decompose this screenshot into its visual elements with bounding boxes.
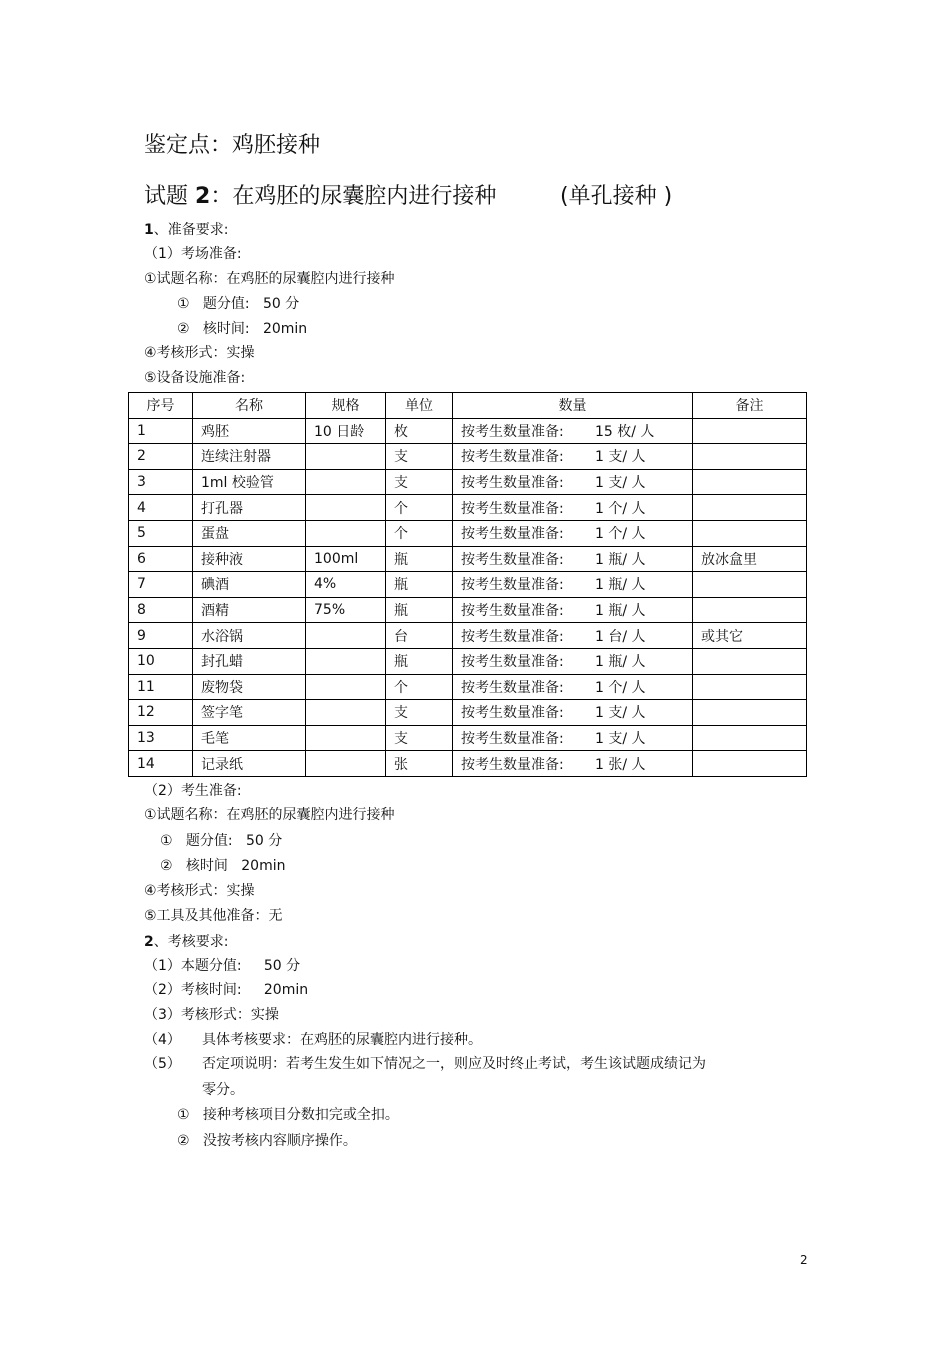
cell-name: 1ml 校验管 bbox=[193, 469, 306, 495]
section1-title-text: 、准备要求: bbox=[153, 222, 229, 238]
cell-spec bbox=[306, 700, 386, 726]
header-name: 名称 bbox=[193, 393, 306, 419]
section2-num: 2 bbox=[144, 934, 154, 950]
qty-value: 1 台/ 人 bbox=[595, 628, 646, 645]
cell-no: 9 bbox=[129, 623, 193, 649]
cell-note bbox=[693, 495, 807, 521]
cell-spec: 4% bbox=[306, 572, 386, 598]
cell-unit: 瓶 bbox=[386, 572, 453, 598]
cell-note bbox=[693, 469, 807, 495]
qty-value: 1 个/ 人 bbox=[595, 526, 646, 543]
exam-title-main: 在鸡胚的尿囊腔内进行接种 bbox=[232, 184, 497, 209]
cell-spec bbox=[306, 469, 386, 495]
section2-title-text: 、考核要求: bbox=[153, 934, 229, 950]
section1-title bbox=[144, 221, 228, 239]
section1-line1: ①试题名称：在鸡胚的尿囊腔内进行接种 bbox=[144, 271, 395, 287]
cell-note bbox=[693, 444, 807, 470]
cell-name: 签字笔 bbox=[193, 700, 306, 726]
section1-line4: ④考核形式：实操 bbox=[144, 345, 255, 361]
cell-no: 8 bbox=[129, 597, 193, 623]
cell-note: 或其它 bbox=[693, 623, 807, 649]
section1-line2: ① 题分值: 50 分 bbox=[177, 296, 300, 312]
table-row bbox=[129, 546, 807, 572]
cell-no: 5 bbox=[129, 520, 193, 546]
section1-num: 1 bbox=[144, 222, 154, 238]
cell-spec bbox=[306, 751, 386, 777]
cell-unit: 支 bbox=[386, 469, 453, 495]
cell-unit: 张 bbox=[386, 751, 453, 777]
qty-prefix: 按考生数量准备: bbox=[461, 577, 564, 594]
cell-note bbox=[693, 674, 807, 700]
cell-note: 放冰盒里 bbox=[693, 546, 807, 572]
table-row bbox=[129, 751, 807, 777]
cell-unit: 瓶 bbox=[386, 648, 453, 674]
cell-note bbox=[693, 597, 807, 623]
qty-prefix: 按考生数量准备: bbox=[461, 756, 564, 773]
cell-spec bbox=[306, 520, 386, 546]
cell-unit: 支 bbox=[386, 444, 453, 470]
qty-value: 1 瓶/ 人 bbox=[595, 603, 646, 620]
qty-value: 1 个/ 人 bbox=[595, 500, 646, 517]
cell-note bbox=[693, 751, 807, 777]
cell-unit: 枚 bbox=[386, 418, 453, 444]
cell-no: 7 bbox=[129, 572, 193, 598]
section2-line1: （1）本题分值: 50 分 bbox=[144, 958, 301, 974]
cell-name: 酒精 bbox=[193, 597, 306, 623]
exam-title-prefix: 试题 bbox=[144, 184, 189, 209]
qty-prefix: 按考生数量准备: bbox=[461, 526, 564, 543]
cell-qty bbox=[453, 623, 693, 649]
cell-name: 记录纸 bbox=[193, 751, 306, 777]
header-spec: 规格 bbox=[306, 393, 386, 419]
table-row bbox=[129, 572, 807, 598]
section1-sub1: （1）考场准备: bbox=[144, 246, 242, 262]
qty-prefix: 按考生数量准备: bbox=[461, 603, 564, 620]
cell-spec: 100ml bbox=[306, 546, 386, 572]
cell-no: 4 bbox=[129, 495, 193, 521]
section1b-line3: ② 核时间 20min bbox=[160, 858, 286, 874]
cell-qty bbox=[453, 469, 693, 495]
cell-qty bbox=[453, 444, 693, 470]
qty-value: 1 瓶/ 人 bbox=[595, 654, 646, 671]
section2-item2: ② 没按考核内容顺序操作。 bbox=[177, 1133, 357, 1149]
cell-unit: 个 bbox=[386, 674, 453, 700]
cell-spec bbox=[306, 444, 386, 470]
section2-item1: ① 接种考核项目分数扣完或全扣。 bbox=[177, 1107, 399, 1123]
cell-name: 蛋盘 bbox=[193, 520, 306, 546]
qty-prefix: 按考生数量准备: bbox=[461, 475, 564, 492]
cell-no: 11 bbox=[129, 674, 193, 700]
cell-name: 碘酒 bbox=[193, 572, 306, 598]
cell-name: 水浴锅 bbox=[193, 623, 306, 649]
qty-prefix: 按考生数量准备: bbox=[461, 423, 564, 440]
qty-prefix: 按考生数量准备: bbox=[461, 500, 564, 517]
header-qty: 数量 bbox=[453, 393, 693, 419]
cell-spec bbox=[306, 495, 386, 521]
equipment-table bbox=[128, 392, 807, 777]
section2-line5-text: 否定项说明：若考生发生如下情况之一，则应及时终止考试，考生该试题成绩记为 bbox=[202, 1056, 706, 1072]
cell-qty bbox=[453, 597, 693, 623]
cell-no: 2 bbox=[129, 444, 193, 470]
exam-title-number: 2 bbox=[195, 184, 211, 209]
table-row bbox=[129, 469, 807, 495]
header-unit: 单位 bbox=[386, 393, 453, 419]
cell-unit: 个 bbox=[386, 495, 453, 521]
qty-value: 1 张/ 人 bbox=[595, 756, 646, 773]
table-header-row bbox=[129, 393, 807, 419]
qty-prefix: 按考生数量准备: bbox=[461, 628, 564, 645]
cell-no: 6 bbox=[129, 546, 193, 572]
cell-unit: 支 bbox=[386, 725, 453, 751]
cell-unit: 瓶 bbox=[386, 597, 453, 623]
cell-note bbox=[693, 725, 807, 751]
qty-prefix: 按考生数量准备: bbox=[461, 551, 564, 568]
cell-no: 10 bbox=[129, 648, 193, 674]
exam-title bbox=[144, 179, 496, 210]
heading: 鉴定点：鸡胚接种 bbox=[144, 133, 321, 158]
cell-name: 鸡胚 bbox=[193, 418, 306, 444]
section1b-sub2: （2）考生准备: bbox=[144, 783, 242, 799]
cell-name: 封孔蜡 bbox=[193, 648, 306, 674]
qty-value: 1 支/ 人 bbox=[595, 705, 646, 722]
cell-name: 废物袋 bbox=[193, 674, 306, 700]
table-row bbox=[129, 520, 807, 546]
qty-value: 1 支/ 人 bbox=[595, 475, 646, 492]
cell-unit: 瓶 bbox=[386, 546, 453, 572]
cell-name: 打孔器 bbox=[193, 495, 306, 521]
page-number: 2 bbox=[800, 1253, 808, 1267]
qty-prefix: 按考生数量准备: bbox=[461, 731, 564, 748]
section1b-line2: ① 题分值: 50 分 bbox=[160, 833, 283, 849]
cell-note bbox=[693, 520, 807, 546]
cell-name: 连续注射器 bbox=[193, 444, 306, 470]
section2-title bbox=[144, 933, 228, 951]
cell-note bbox=[693, 572, 807, 598]
cell-name: 毛笔 bbox=[193, 725, 306, 751]
section1b-line4: ④考核形式：实操 bbox=[144, 883, 255, 899]
cell-qty bbox=[453, 751, 693, 777]
cell-no: 12 bbox=[129, 700, 193, 726]
table-row bbox=[129, 418, 807, 444]
section2-line4-text: 具体考核要求：在鸡胚的尿囊腔内进行接种。 bbox=[202, 1032, 482, 1048]
table-row bbox=[129, 648, 807, 674]
section2-line3: （3）考核形式：实操 bbox=[144, 1007, 279, 1023]
cell-note bbox=[693, 648, 807, 674]
qty-value: 15 枚/ 人 bbox=[595, 423, 655, 440]
section1-line3: ② 核时间: 20min bbox=[177, 321, 308, 337]
cell-qty bbox=[453, 546, 693, 572]
qty-value: 1 瓶/ 人 bbox=[595, 551, 646, 568]
cell-note bbox=[693, 700, 807, 726]
qty-prefix: 按考生数量准备: bbox=[461, 654, 564, 671]
cell-spec bbox=[306, 648, 386, 674]
cell-no: 13 bbox=[129, 725, 193, 751]
cell-no: 1 bbox=[129, 418, 193, 444]
section2-line2: （2）考核时间: 20min bbox=[144, 982, 309, 998]
qty-value: 1 支/ 人 bbox=[595, 731, 646, 748]
table-row bbox=[129, 700, 807, 726]
qty-prefix: 按考生数量准备: bbox=[461, 705, 564, 722]
qty-prefix: 按考生数量准备: bbox=[461, 679, 564, 696]
cell-spec bbox=[306, 674, 386, 700]
cell-unit: 个 bbox=[386, 520, 453, 546]
cell-spec: 10 日龄 bbox=[306, 418, 386, 444]
cell-unit: 台 bbox=[386, 623, 453, 649]
section2-line5-cont: 零分。 bbox=[202, 1082, 244, 1098]
table-row bbox=[129, 597, 807, 623]
exam-title-colon: ： bbox=[210, 184, 233, 209]
cell-note bbox=[693, 418, 807, 444]
cell-qty bbox=[453, 700, 693, 726]
qty-prefix: 按考生数量准备: bbox=[461, 449, 564, 466]
header-no: 序号 bbox=[129, 393, 193, 419]
qty-value: 1 个/ 人 bbox=[595, 679, 646, 696]
cell-no: 14 bbox=[129, 751, 193, 777]
cell-name: 接种液 bbox=[193, 546, 306, 572]
qty-value: 1 瓶/ 人 bbox=[595, 577, 646, 594]
cell-qty bbox=[453, 572, 693, 598]
table-row bbox=[129, 444, 807, 470]
cell-spec bbox=[306, 623, 386, 649]
section1b-line1: ①试题名称：在鸡胚的尿囊腔内进行接种 bbox=[144, 807, 395, 823]
table-row bbox=[129, 623, 807, 649]
section2-line4-num: （4） bbox=[144, 1032, 181, 1048]
table-row bbox=[129, 674, 807, 700]
table-row bbox=[129, 495, 807, 521]
cell-qty bbox=[453, 674, 693, 700]
cell-qty bbox=[453, 648, 693, 674]
cell-qty bbox=[453, 520, 693, 546]
cell-spec: 75% bbox=[306, 597, 386, 623]
cell-unit: 支 bbox=[386, 700, 453, 726]
exam-title-paren: (单孔接种 ) bbox=[560, 184, 673, 209]
header-note: 备注 bbox=[693, 393, 807, 419]
cell-spec bbox=[306, 725, 386, 751]
cell-no: 3 bbox=[129, 469, 193, 495]
cell-qty bbox=[453, 725, 693, 751]
cell-qty bbox=[453, 495, 693, 521]
cell-qty bbox=[453, 418, 693, 444]
table-body bbox=[129, 418, 807, 776]
qty-value: 1 支/ 人 bbox=[595, 449, 646, 466]
section1-line5: ⑤设备设施准备: bbox=[144, 370, 246, 386]
section1b-line5: ⑤工具及其他准备：无 bbox=[144, 908, 283, 924]
table-row bbox=[129, 725, 807, 751]
section2-line5-num: （5） bbox=[144, 1056, 181, 1072]
